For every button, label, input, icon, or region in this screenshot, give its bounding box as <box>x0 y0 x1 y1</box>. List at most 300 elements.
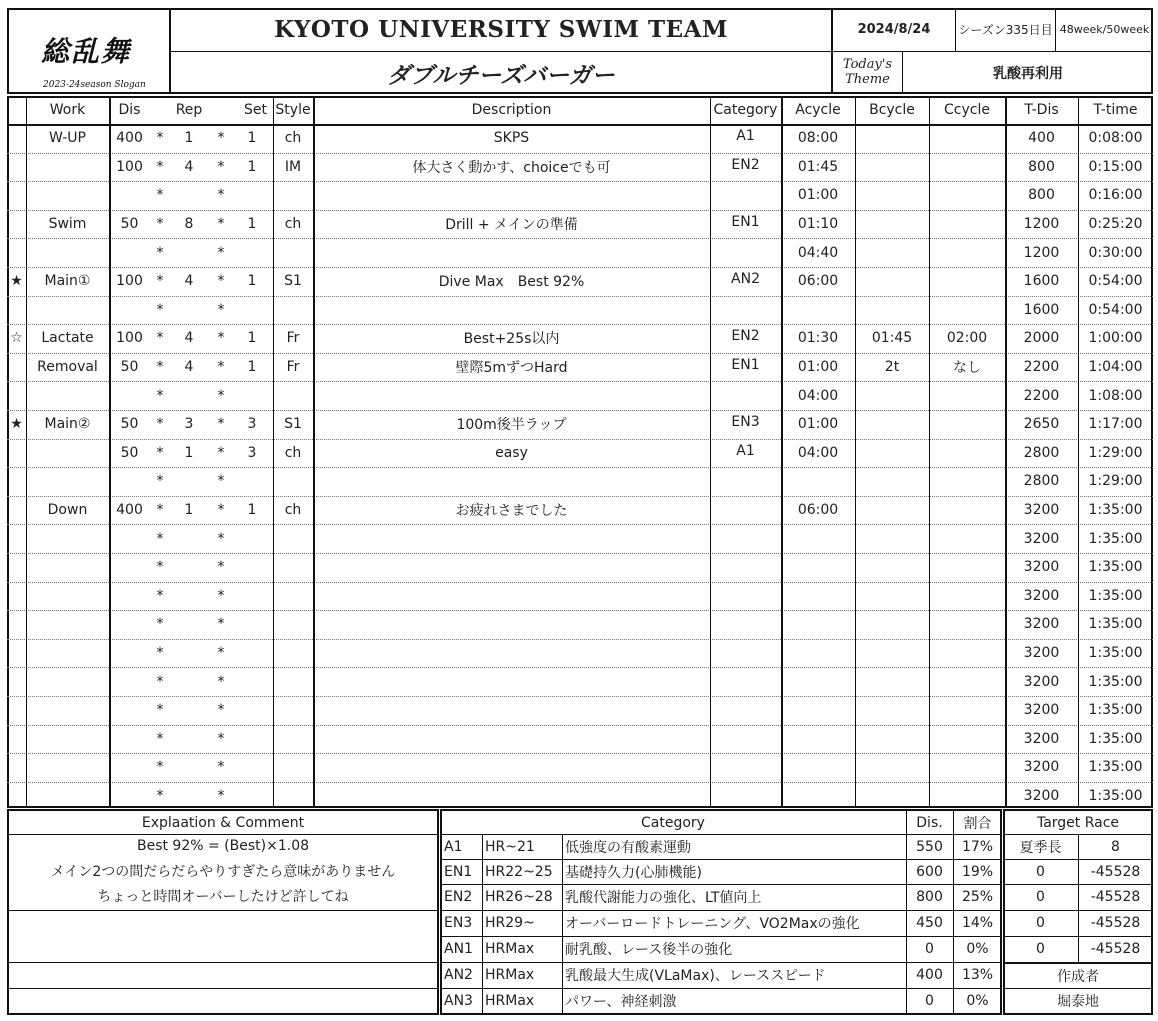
row-multiply-1: * <box>156 130 164 147</box>
row-description <box>313 553 710 582</box>
row-style: S1 <box>284 273 302 290</box>
week-cell: 48week/50week <box>1055 8 1153 52</box>
category-divider <box>440 834 1002 835</box>
row-dis <box>109 381 150 410</box>
category-dis: 450 <box>916 915 943 931</box>
row-category <box>710 381 781 406</box>
row-bcycle <box>855 639 929 668</box>
row-work <box>26 753 109 782</box>
row-ttime: 0:16:00 <box>1088 187 1143 204</box>
target-race-value: -45528 <box>1090 915 1141 931</box>
row-multiply-2: * <box>217 559 225 576</box>
target-race-title: Target Race <box>1036 814 1120 831</box>
row-description: SKPS <box>493 130 530 147</box>
row-acycle <box>781 782 855 811</box>
row-ttime: 1:35:00 <box>1088 730 1143 747</box>
row-divider <box>7 410 1153 411</box>
row-set <box>238 582 266 611</box>
row-category: EN2 <box>731 328 760 345</box>
row-dis: 100 <box>116 158 143 175</box>
row-ccycle <box>929 782 1005 811</box>
row-work <box>26 725 109 754</box>
today-theme-label: Today's Theme <box>831 52 903 94</box>
category-dis: 0 <box>925 941 934 957</box>
row-description <box>313 181 710 210</box>
row-acycle: 04:40 <box>797 244 839 261</box>
row-description <box>313 782 710 811</box>
category-divider <box>440 859 1002 860</box>
row-multiply-2: * <box>217 473 225 490</box>
row-acycle <box>781 696 855 725</box>
row-work <box>26 153 109 182</box>
row-multiply-1: * <box>156 673 164 690</box>
col-header-category: Category <box>713 102 778 118</box>
category-code: EN1 <box>444 863 473 880</box>
row-acycle: 06:00 <box>797 273 839 290</box>
row-ccycle <box>929 181 1005 210</box>
row-multiply-2: * <box>217 330 225 347</box>
row-tdis: 3200 <box>1023 702 1060 719</box>
row-mark <box>7 696 26 725</box>
target-race-value: -45528 <box>1090 863 1141 880</box>
row-mark <box>7 439 26 468</box>
row-dis <box>109 667 150 696</box>
category-dis: 600 <box>916 863 943 880</box>
row-mark <box>7 153 26 182</box>
category-code: EN3 <box>444 915 473 931</box>
category-description: 低強度の有酸素運動 <box>565 839 691 856</box>
category-code: EN2 <box>444 889 473 905</box>
row-mark <box>7 210 26 239</box>
row-set <box>238 181 266 210</box>
row-mark: ★ <box>10 273 23 290</box>
row-multiply-2: * <box>217 444 225 461</box>
row-ccycle <box>929 124 1005 153</box>
row-acycle <box>781 553 855 582</box>
category-code: AN3 <box>444 993 473 1009</box>
row-mark <box>7 725 26 754</box>
row-bcycle <box>855 439 929 468</box>
row-multiply-2: * <box>217 273 225 290</box>
row-multiply-2: * <box>217 301 225 318</box>
row-category <box>710 553 781 578</box>
row-tdis: 1200 <box>1023 244 1060 261</box>
category-dis-header: Dis. <box>916 814 943 831</box>
row-set <box>238 467 266 496</box>
row-ccycle: なし <box>953 360 981 377</box>
row-category <box>710 725 781 750</box>
row-rep: 8 <box>184 216 194 233</box>
row-set <box>238 639 266 668</box>
category-dis: 400 <box>916 967 943 983</box>
row-multiply-1: * <box>156 702 164 719</box>
row-style: ch <box>284 502 302 519</box>
comment-line <box>7 988 439 1012</box>
col-header-tdis: T-Dis <box>1024 102 1059 118</box>
row-description: Drill + メインの準備 <box>445 217 578 234</box>
row-acycle: 08:00 <box>797 130 839 147</box>
row-set <box>238 725 266 754</box>
row-dis <box>109 610 150 639</box>
row-dis <box>109 753 150 782</box>
row-divider <box>7 324 1153 325</box>
comment-line <box>7 962 439 986</box>
row-bcycle <box>855 267 929 296</box>
row-work <box>26 782 109 811</box>
category-hr: HRMax <box>485 993 535 1009</box>
row-ttime: 1:17:00 <box>1088 416 1143 433</box>
row-ttime: 1:35:00 <box>1088 530 1143 547</box>
category-col-divider <box>562 834 563 1015</box>
row-bcycle <box>855 696 929 725</box>
row-divider <box>7 582 1153 583</box>
row-category <box>710 696 781 721</box>
row-multiply-2: * <box>217 502 225 519</box>
row-description: Dive Max Best 92% <box>438 274 585 291</box>
row-ccycle <box>929 381 1005 410</box>
row-style <box>273 524 313 553</box>
row-set: 3 <box>247 444 257 461</box>
row-mark <box>7 124 26 153</box>
category-title: Category <box>641 814 705 831</box>
row-work <box>26 667 109 696</box>
category-code: AN2 <box>444 967 473 983</box>
row-tdis: 3200 <box>1023 645 1060 662</box>
row-tdis: 1600 <box>1023 301 1060 318</box>
row-work: Removal <box>37 359 98 376</box>
row-dis <box>109 639 150 668</box>
row-ttime: 0:08:00 <box>1088 130 1143 147</box>
row-description <box>313 238 710 267</box>
row-description <box>313 296 710 325</box>
column-divider <box>313 96 315 808</box>
row-set <box>238 238 266 267</box>
row-description <box>313 524 710 553</box>
author-name: 堀泰地 <box>1057 994 1099 1010</box>
row-category <box>710 610 781 635</box>
col-header-description: Description <box>471 102 552 118</box>
row-divider <box>7 782 1153 783</box>
row-multiply-2: * <box>217 130 225 147</box>
row-style <box>273 467 313 496</box>
row-tdis: 3200 <box>1023 730 1060 747</box>
row-rep: 3 <box>184 416 194 433</box>
row-style <box>273 753 313 782</box>
row-style: Fr <box>286 330 300 347</box>
row-category: EN2 <box>731 156 760 173</box>
row-category: AN2 <box>731 271 760 288</box>
row-ttime: 1:29:00 <box>1088 444 1143 461</box>
row-bcycle <box>855 124 929 153</box>
row-category <box>710 496 781 521</box>
row-rep <box>173 725 205 754</box>
category-col-divider <box>482 834 483 1015</box>
target-race-name: 0 <box>1036 863 1045 880</box>
author-label: 作成者 <box>1057 968 1099 985</box>
row-category <box>710 524 781 549</box>
col-header-ttime: T-time <box>1093 102 1138 118</box>
col-header-rep: Rep <box>175 102 203 118</box>
row-set <box>238 753 266 782</box>
row-style: ch <box>284 444 302 461</box>
category-dis: 0 <box>925 993 934 1009</box>
row-work <box>26 553 109 582</box>
row-category: EN3 <box>731 414 760 431</box>
row-tdis: 800 <box>1028 187 1055 204</box>
row-description: Best+25s以内 <box>463 331 560 348</box>
row-mark <box>7 181 26 210</box>
row-work <box>26 181 109 210</box>
target-race-name: 夏季長 <box>1019 839 1062 856</box>
row-multiply-1: * <box>156 244 164 261</box>
row-set <box>238 381 266 410</box>
row-rep <box>173 181 205 210</box>
row-dis <box>109 782 150 811</box>
row-bcycle <box>855 667 929 696</box>
row-ttime: 1:00:00 <box>1088 330 1143 347</box>
row-ttime: 1:35:00 <box>1088 559 1143 576</box>
row-work: Swim <box>48 216 87 233</box>
row-divider <box>7 238 1153 239</box>
row-work: Down <box>47 502 88 519</box>
row-description: 壁際5mずつHard <box>455 360 568 377</box>
slogan-logo <box>7 8 171 94</box>
row-work: Main② <box>44 416 91 433</box>
row-dis: 50 <box>120 416 139 433</box>
row-ccycle <box>929 725 1005 754</box>
row-rep <box>173 582 205 611</box>
col-header-acycle: Acycle <box>795 102 841 118</box>
row-acycle <box>781 296 855 325</box>
row-category <box>710 782 781 807</box>
row-multiply-2: * <box>217 244 225 261</box>
row-style <box>273 696 313 725</box>
comment-divider <box>7 910 439 911</box>
row-category <box>710 238 781 263</box>
row-category <box>710 467 781 492</box>
row-multiply-2: * <box>217 788 225 805</box>
row-description: 体大さく動かす、choiceでも可 <box>412 159 611 176</box>
row-mark <box>7 639 26 668</box>
row-category <box>710 639 781 664</box>
row-category: EN1 <box>731 214 760 231</box>
row-style <box>273 582 313 611</box>
row-multiply-1: * <box>156 273 164 290</box>
row-bcycle <box>855 153 929 182</box>
row-mark <box>7 467 26 496</box>
row-rep <box>173 238 205 267</box>
row-tdis: 3200 <box>1023 673 1060 690</box>
row-rep <box>173 296 205 325</box>
row-mark <box>7 667 26 696</box>
row-divider <box>7 181 1153 182</box>
row-ccycle <box>929 467 1005 496</box>
target-divider <box>1003 962 1153 964</box>
row-style <box>273 553 313 582</box>
column-divider <box>26 96 27 808</box>
row-dis <box>109 524 150 553</box>
row-multiply-1: * <box>156 416 164 433</box>
row-description <box>313 582 710 611</box>
category-description: 基礎持久力(心肺機能) <box>565 864 702 881</box>
row-ccycle <box>929 267 1005 296</box>
row-ccycle <box>929 238 1005 267</box>
row-divider <box>7 667 1153 668</box>
row-set: 1 <box>247 216 257 233</box>
category-hr: HRMax <box>485 941 535 957</box>
target-race-value: 8 <box>1111 838 1120 855</box>
row-divider <box>7 553 1153 554</box>
row-bcycle <box>855 725 929 754</box>
row-ttime: 0:54:00 <box>1088 273 1143 290</box>
row-set <box>238 524 266 553</box>
row-ttime: 1:04:00 <box>1088 359 1143 376</box>
row-set: 1 <box>247 158 257 175</box>
category-ratio: 19% <box>961 863 994 880</box>
row-description <box>313 610 710 639</box>
row-ttime: 1:35:00 <box>1088 616 1143 633</box>
row-divider <box>7 153 1153 154</box>
row-bcycle: 01:45 <box>871 330 913 347</box>
column-divider <box>1078 96 1079 808</box>
category-ratio: 14% <box>961 915 994 931</box>
category-description: 乳酸最大生成(VLaMax)、レーススピード <box>565 968 826 984</box>
col-header-ccycle: Ccycle <box>944 102 990 118</box>
row-work <box>26 296 109 325</box>
row-bcycle <box>855 238 929 267</box>
row-multiply-2: * <box>217 759 225 776</box>
row-tdis: 2800 <box>1023 444 1060 461</box>
category-col-divider <box>906 809 907 1015</box>
category-divider <box>440 962 1002 963</box>
row-acycle: 04:00 <box>797 387 839 404</box>
row-multiply-1: * <box>156 559 164 576</box>
target-race-value: -45528 <box>1090 941 1141 957</box>
row-rep <box>173 381 205 410</box>
row-multiply-2: * <box>217 416 225 433</box>
row-tdis: 1200 <box>1023 216 1060 233</box>
row-description <box>313 696 710 725</box>
row-rep <box>173 696 205 725</box>
row-style: Fr <box>286 359 300 376</box>
row-bcycle <box>855 181 929 210</box>
row-description <box>313 725 710 754</box>
row-multiply-2: * <box>217 730 225 747</box>
row-multiply-1: * <box>156 616 164 633</box>
column-divider <box>109 96 111 808</box>
row-mark <box>7 582 26 611</box>
row-ccycle <box>929 553 1005 582</box>
row-category <box>710 582 781 607</box>
row-multiply-1: * <box>156 502 164 519</box>
row-acycle: 04:00 <box>797 444 839 461</box>
row-work <box>26 381 109 410</box>
category-description: 耐乳酸、レース後半の強化 <box>565 942 733 958</box>
row-style: S1 <box>284 416 302 433</box>
row-multiply-1: * <box>156 158 164 175</box>
row-dis: 400 <box>116 130 143 147</box>
row-ccycle <box>929 524 1005 553</box>
row-ccycle <box>929 639 1005 668</box>
row-dis <box>109 181 150 210</box>
row-set <box>238 553 266 582</box>
row-acycle: 01:45 <box>797 158 839 175</box>
row-ccycle: 02:00 <box>946 330 988 347</box>
comment-divider <box>7 834 439 835</box>
category-dis: 800 <box>916 889 943 905</box>
row-ttime: 1:35:00 <box>1088 788 1143 805</box>
row-tdis: 2200 <box>1023 387 1060 404</box>
row-ttime: 1:35:00 <box>1088 759 1143 776</box>
col-header-set: Set <box>244 102 267 118</box>
row-divider <box>7 639 1153 640</box>
col-header-style: Style <box>275 102 311 118</box>
row-work <box>26 639 109 668</box>
row-ccycle <box>929 696 1005 725</box>
row-tdis: 2650 <box>1023 416 1060 433</box>
row-multiply-1: * <box>156 387 164 404</box>
row-multiply-2: * <box>217 702 225 719</box>
row-description: easy <box>495 444 528 461</box>
row-style <box>273 381 313 410</box>
row-tdis: 2200 <box>1023 359 1060 376</box>
row-tdis: 3200 <box>1023 502 1060 519</box>
row-style: ch <box>284 130 302 147</box>
row-multiply-2: * <box>217 673 225 690</box>
row-multiply-2: * <box>217 387 225 404</box>
row-dis <box>109 296 150 325</box>
row-dis <box>109 696 150 725</box>
comment-divider <box>7 988 439 989</box>
row-rep: 1 <box>184 502 194 519</box>
column-divider <box>929 96 930 808</box>
row-dis <box>109 582 150 611</box>
row-rep <box>173 610 205 639</box>
row-ccycle <box>929 496 1005 525</box>
row-rep <box>173 667 205 696</box>
row-multiply-1: * <box>156 730 164 747</box>
row-mark: ★ <box>10 416 23 433</box>
row-style <box>273 667 313 696</box>
season-day-cell: シーズン335日目 <box>955 8 1055 52</box>
col-header-dis: Dis <box>118 102 141 118</box>
row-work <box>26 610 109 639</box>
category-ratio: 25% <box>961 889 994 905</box>
row-multiply-1: * <box>156 530 164 547</box>
row-divider <box>7 725 1153 726</box>
row-ttime: 1:29:00 <box>1088 473 1143 490</box>
column-divider <box>1005 96 1007 808</box>
menu-title: ダブルチーズバーガー <box>387 62 615 89</box>
row-multiply-1: * <box>156 359 164 376</box>
row-dis <box>109 238 150 267</box>
row-ttime: 0:30:00 <box>1088 244 1143 261</box>
comment-line <box>7 936 439 960</box>
row-ttime: 0:54:00 <box>1088 301 1143 318</box>
col-header-bcycle: Bcycle <box>869 102 915 118</box>
row-mark <box>7 524 26 553</box>
row-divider <box>7 496 1153 497</box>
row-ttime: 1:35:00 <box>1088 702 1143 719</box>
row-multiply-2: * <box>217 587 225 604</box>
row-work <box>26 696 109 725</box>
row-rep: 1 <box>184 130 194 147</box>
row-ttime: 1:35:00 <box>1088 502 1143 519</box>
row-mark: ☆ <box>10 330 23 347</box>
row-multiply-2: * <box>217 645 225 662</box>
row-multiply-1: * <box>156 301 164 318</box>
row-dis: 400 <box>116 502 143 519</box>
